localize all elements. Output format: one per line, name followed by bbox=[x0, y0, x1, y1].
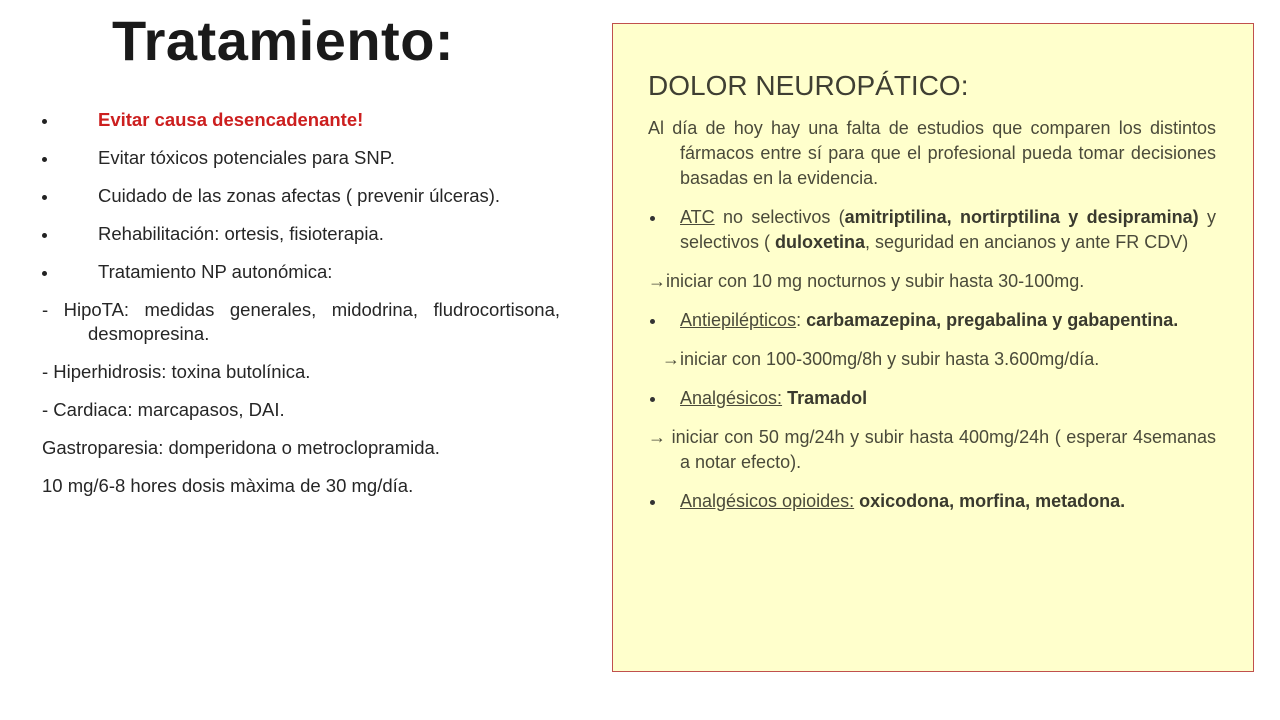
bullet-rehabilitation: Rehabilitación: ortesis, fisioterapia. bbox=[42, 222, 560, 246]
bullet-avoid-cause: Evitar causa desencadenante! bbox=[42, 108, 560, 132]
bullet-opioids: Analgésicos opioides: oxicodona, morfina, metadona. bbox=[648, 489, 1216, 514]
analg-dose: → iniciar con 50 mg/24h y subir hasta 400mg/24h ( esperar 4semanas a notar efecto). bbox=[648, 427, 1216, 472]
slide-title: Tratamiento: bbox=[112, 9, 455, 72]
antiep-dose: →iniciar con 100-300mg/8h y subir hasta 3.600mg/día. bbox=[662, 349, 1100, 369]
sub-hiperhidrosis: - Hiperhidrosis: toxina butolínica. bbox=[42, 361, 311, 382]
left-column bbox=[42, 108, 560, 512]
bullet-atc: ATC no selectivos (amitriptilina, nortirptilina y desipramina) y selectivos ( duloxetina, seguridad en ancianos y ante FR CDV) bbox=[648, 205, 1216, 255]
analg-label: Analgésicos: bbox=[680, 388, 783, 408]
panel-heading: DOLOR NEUROPÁTICO: bbox=[648, 70, 969, 101]
sub-gastroparesia: Gastroparesia: domperidona o metroclopramida. bbox=[42, 437, 440, 458]
neuropathic-pain-panel bbox=[612, 23, 1254, 672]
antiep-label: Antiepilépticos bbox=[680, 310, 797, 330]
bullet-analgesics: Analgésicos: Tramadol bbox=[648, 386, 1216, 411]
bullet-avoid-toxics: Evitar tóxicos potenciales para SNP. bbox=[42, 146, 560, 170]
bullet-antiepileptics: Antiepilépticos: carbamazepina, pregabalina y gabapentina. bbox=[648, 308, 1216, 333]
opioid-label: Analgésicos opioides: bbox=[680, 491, 855, 511]
panel-intro: Al día de hoy hay una falta de estudios que comparen los distintos fármacos entre sí para que el profesional pueda tomar decisiones basadas en la evidencia. bbox=[648, 118, 1216, 188]
atc-label: ATC bbox=[680, 207, 715, 227]
atc-dose: →iniciar con 10 mg nocturnos y subir hasta 30-100mg. bbox=[648, 271, 1085, 291]
sub-hipota: - HipoTA: medidas generales, midodrina, fludrocortisona, desmopresina. bbox=[42, 299, 560, 344]
sub-dosis: 10 mg/6-8 hores dosis màxima de 30 mg/día. bbox=[42, 475, 414, 496]
bullet-np-autonomic: Tratamiento NP autonómica: bbox=[42, 260, 560, 284]
sub-cardiaca: - Cardiaca: marcapasos, DAI. bbox=[42, 399, 285, 420]
bullet-care-zones: Cuidado de las zonas afectas ( prevenir úlceras). bbox=[42, 184, 560, 208]
